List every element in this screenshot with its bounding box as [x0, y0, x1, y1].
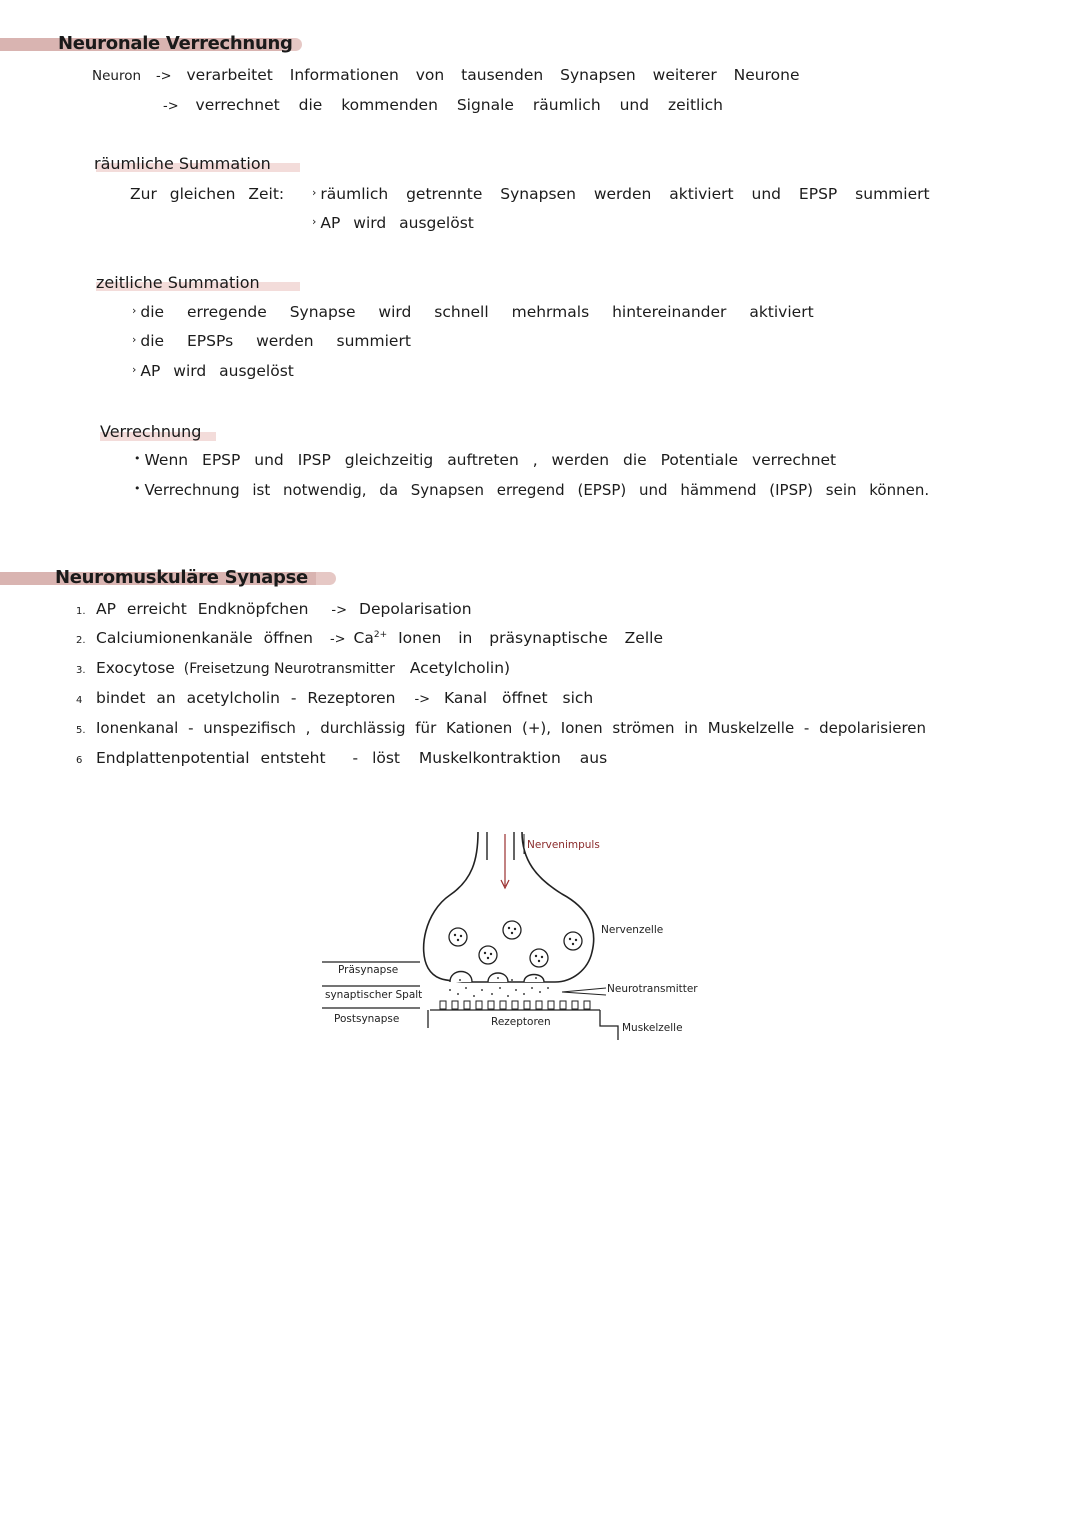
vesicle-dots — [454, 927, 577, 962]
zeitlich-item-1: › die erregende Synapse wird schnell mehrmals hintereinander aktiviert — [132, 303, 814, 321]
vesicle — [503, 921, 521, 939]
bullet-icon: • — [134, 482, 141, 495]
vesicle — [530, 949, 548, 967]
bullet-icon: • — [134, 452, 141, 465]
label-neurotransmitter: Neurotransmitter — [607, 983, 698, 995]
bullet-icon: › — [132, 333, 137, 346]
step-5: 5. Ionenkanal - unspezifisch , durchlässig für Kationen (+), Ionen strömen in Muskelzelle - depolarisieren — [76, 719, 927, 737]
s1-line1-subject: Neuron — [92, 68, 142, 84]
exocytosis-bulge — [450, 972, 472, 983]
bullet-icon: › — [312, 186, 317, 199]
label-nervenzelle: Nervenzelle — [601, 924, 664, 936]
label-postsynapse: Postsynapse — [334, 1013, 400, 1025]
arrow-icon: -> — [414, 692, 431, 707]
exocytosis-bulge — [524, 975, 544, 983]
s1-line2-text: verrechnet die kommenden Signale räumlich und zeitlich — [195, 96, 723, 114]
vesicles — [449, 921, 582, 967]
label-rezeptoren: Rezeptoren — [491, 1016, 551, 1028]
section2-title: Neuromuskuläre Synapse — [55, 567, 308, 588]
raeumlich-title: räumliche Summation — [94, 154, 271, 173]
label-nervenimpuls: Nervenimpuls — [527, 839, 600, 851]
s1-line2 — [163, 96, 723, 114]
raeumlich-item-2: › AP wird ausgelöst — [312, 214, 474, 232]
step-3: 3. Exocytose (Freisetzung Neurotransmitter Acetylcholin) — [76, 659, 511, 677]
verrechnung-item-1: • Wenn EPSP und IPSP gleichzeitig auftreten , werden die Potentiale verrechnet — [134, 451, 837, 469]
label-praesynapse: Präsynapse — [338, 964, 399, 976]
s1-line1 — [92, 66, 800, 84]
step-6: 6 Endplattenpotential entsteht - löst Muskelkontraktion aus — [76, 749, 608, 767]
zeitlich-title: zeitliche Summation — [96, 273, 260, 292]
bullet-icon: › — [312, 215, 317, 228]
bullet-icon: › — [132, 304, 137, 317]
verrechnung-item-2: • Verrechnung ist notwendig, da Synapsen erregend (EPSP) und hämmend (IPSP) sein können. — [134, 481, 930, 499]
arrow-icon: -> — [163, 99, 179, 114]
arrow-icon: -> — [329, 632, 346, 647]
label-muskelzelle: Muskelzelle — [622, 1022, 683, 1034]
vesicle — [449, 928, 467, 946]
raeumlich-lead: Zur gleichen Zeit: — [130, 185, 285, 203]
neurotransmitter-pointer — [562, 988, 606, 992]
step-1: 1. AP erreicht Endknöpfchen -> Depolarisation — [76, 600, 472, 618]
zeitlich-item-3: › AP wird ausgelöst — [132, 362, 294, 380]
receptors — [440, 1001, 590, 1009]
section1-title: Neuronale Verrechnung — [58, 33, 293, 54]
vesicle — [564, 932, 582, 950]
verrechnung-title: Verrechnung — [100, 422, 202, 441]
step-2: 2. Calciumionenkanäle öffnen -> $Ca^{2+}$ Ionen in präsynaptische Zelle — [76, 629, 663, 647]
arrow-icon: -> — [331, 603, 348, 618]
label-spalt: synaptischer Spalt — [325, 989, 423, 1001]
bullet-icon: › — [132, 363, 137, 376]
axon-outline — [424, 832, 594, 982]
zeitlich-item-2: › die EPSPs werden summiert — [132, 332, 411, 350]
arrow-icon: -> — [155, 69, 172, 84]
vesicle — [479, 946, 497, 964]
muscle-cell-outline — [600, 1010, 618, 1040]
step-4: 4 bindet an acetylcholin - Rezeptoren -> Kanal öffnet sich — [76, 689, 594, 707]
s1-line1-text: verarbeitet Informationen von tausenden Synapsen weiterer Neurone — [186, 66, 800, 84]
raeumlich-item-1: › räumlich getrennte Synapsen werden aktiviert und EPSP summiert — [312, 185, 930, 203]
